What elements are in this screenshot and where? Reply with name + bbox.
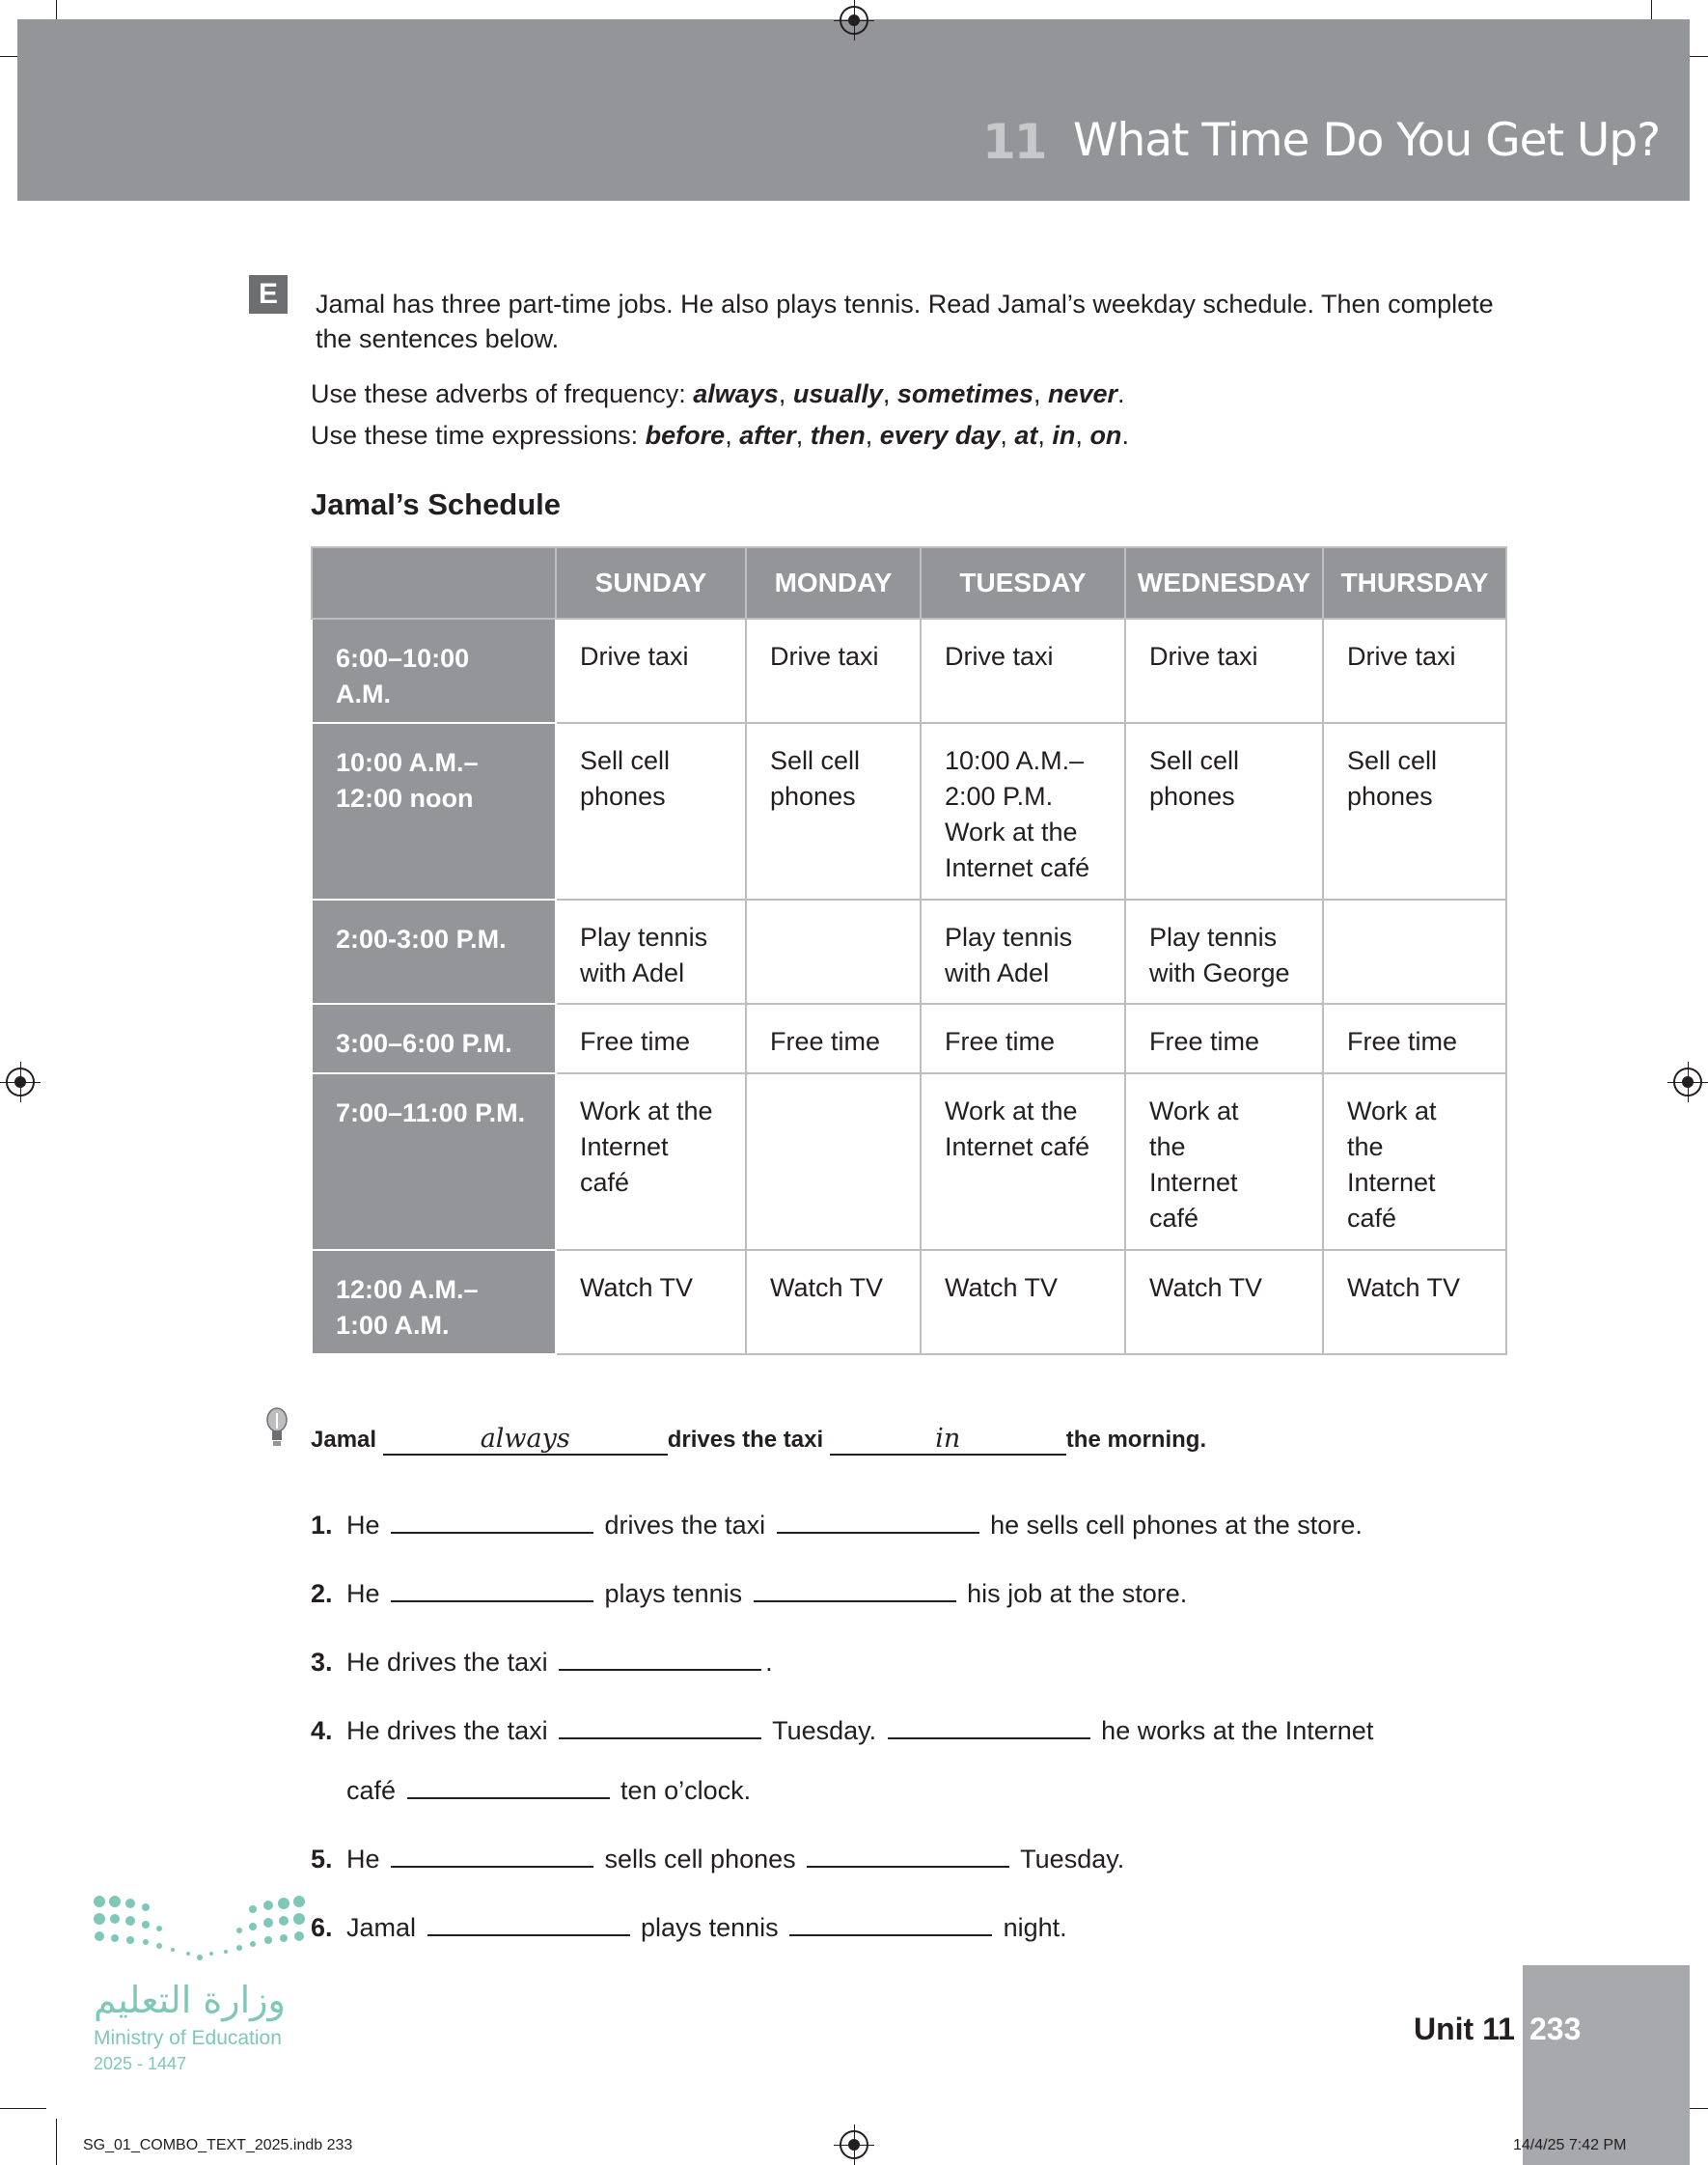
time-slot-line: 1:00 A.M.	[336, 1311, 450, 1340]
sentence-number: 1.	[311, 1511, 333, 1540]
schedule-row	[312, 723, 1506, 900]
activity-line: Internet café	[945, 1132, 1090, 1161]
activity-line: Free time	[580, 1027, 691, 1056]
activity-line: Internet	[1347, 1168, 1436, 1197]
registration-mark-icon	[840, 6, 868, 35]
sentence-text: He	[346, 1579, 388, 1608]
answer-blank[interactable]	[777, 1513, 979, 1534]
activity-line: café	[1149, 1204, 1199, 1233]
page-number: 233	[1529, 2012, 1582, 2046]
day-header: MONDAY	[746, 547, 921, 619]
sentence-text: ten o’clock.	[613, 1776, 752, 1805]
exercise-intro	[316, 287, 1494, 356]
day-header: WEDNESDAY	[1125, 547, 1323, 619]
footer-unit-label: Unit 11	[1414, 2012, 1515, 2046]
time-slot-cell	[312, 619, 556, 723]
activity-line: the	[1149, 1132, 1186, 1161]
activity-line: Work at	[1347, 1096, 1437, 1125]
activity-cell	[556, 723, 746, 900]
activity-line: 10:00 A.M.–	[945, 746, 1085, 775]
time-slot-cell	[312, 900, 556, 1004]
sentence-text: plays tennis	[597, 1579, 750, 1608]
sentence-text: He drives the taxi	[346, 1648, 556, 1677]
activity-line: phones	[1149, 782, 1235, 811]
sentence-text: café	[346, 1776, 403, 1805]
activity-line: Watch TV	[770, 1273, 884, 1302]
exercise-sentence	[311, 1913, 1067, 1943]
crop-mark	[0, 2108, 46, 2109]
activity-line: the	[1347, 1132, 1384, 1161]
lightbulb-icon	[265, 1407, 289, 1450]
activity-line: phones	[1347, 782, 1433, 811]
activity-cell	[921, 900, 1125, 1004]
time-slot-cell	[312, 1250, 556, 1354]
activity-cell	[921, 1250, 1125, 1354]
activity-line: café	[1347, 1204, 1397, 1233]
activity-line: café	[580, 1168, 630, 1197]
activity-line: Free time	[945, 1027, 1056, 1056]
activity-cell	[746, 723, 921, 900]
activity-line: with Adel	[945, 958, 1050, 987]
activity-cell	[746, 1250, 921, 1354]
intro-line: Jamal has three part-time jobs. He also plays tennis. Read Jamal’s weekday schedule. Then complete	[316, 290, 1494, 319]
sentence-text: .	[765, 1648, 773, 1677]
keyword: always	[693, 379, 779, 408]
time-slot-cell	[312, 1073, 556, 1250]
day-header: THURSDAY	[1323, 547, 1506, 619]
answer-blank[interactable]	[427, 1915, 630, 1936]
schedule-row	[312, 1250, 1506, 1354]
exercise-sentence	[311, 1845, 1124, 1874]
activity-line: phones	[580, 782, 666, 811]
sentence-number: 4.	[311, 1716, 333, 1745]
activity-cell	[921, 1004, 1125, 1073]
day-header: TUESDAY	[921, 547, 1125, 619]
activity-cell	[1125, 1250, 1323, 1354]
time-slot-line: 12:00 noon	[336, 784, 474, 813]
exercise-sentence	[311, 1579, 1187, 1609]
activity-line: Sell cell	[580, 746, 671, 775]
time-slot-line: 10:00 A.M.–	[336, 748, 479, 777]
activity-line: Watch TV	[1347, 1273, 1461, 1302]
activity-cell	[1323, 1250, 1506, 1354]
activity-cell	[1323, 900, 1506, 1004]
intro-line: the sentences below.	[316, 324, 560, 353]
ministry-arabic-name: وزارة التعليم	[94, 1979, 286, 2021]
activity-cell	[746, 619, 921, 723]
time-slot-line: 7:00–11:00 P.M.	[336, 1098, 526, 1127]
schedule-row	[312, 1073, 1506, 1250]
activity-cell	[1323, 1004, 1506, 1073]
time-slot-line: 2:00-3:00 P.M.	[336, 925, 507, 954]
sentence-number: 3.	[311, 1648, 333, 1677]
sentence-text: Jamal	[346, 1913, 424, 1942]
activity-cell	[1323, 723, 1506, 900]
activity-line: Internet	[580, 1132, 669, 1161]
answer-blank[interactable]	[407, 1778, 610, 1799]
activity-line: Play tennis	[945, 923, 1073, 952]
keyword: usually	[792, 379, 883, 408]
exercise-letter-badge: E	[249, 275, 288, 314]
keyword: after	[739, 421, 796, 450]
exercise-sentence	[311, 1511, 1363, 1540]
instruction-text: Use these adverbs of frequency:	[311, 379, 694, 408]
activity-line: Play tennis	[580, 923, 708, 952]
day-header: SUNDAY	[556, 547, 746, 619]
answer-blank[interactable]	[391, 1513, 593, 1534]
activity-line: Watch TV	[945, 1273, 1059, 1302]
activity-line: with Adel	[580, 958, 685, 987]
answer-blank[interactable]	[559, 1650, 761, 1671]
ministry-english-name: Ministry of Education	[94, 2027, 282, 2049]
time-expressions-instruction: Use these time expressions: before, after, then, every day, at, in, on.	[311, 421, 1129, 450]
activity-cell	[1125, 1004, 1323, 1073]
activity-cell	[556, 1073, 746, 1250]
activity-cell	[921, 723, 1125, 900]
activity-cell	[746, 900, 921, 1004]
sentence-text: Tuesday.	[765, 1716, 884, 1745]
ministry-logo-dots-icon	[92, 1894, 309, 1981]
example-sentence	[311, 1424, 1206, 1456]
print-slug-date: 14/4/25 7:42 PM	[1513, 2137, 1627, 2153]
schedule-title: Jamal’s Schedule	[311, 487, 562, 521]
activity-line: Drive taxi	[945, 642, 1054, 671]
sentence-text: He	[346, 1845, 388, 1874]
activity-line: Drive taxi	[580, 642, 689, 671]
activity-cell	[556, 619, 746, 723]
time-slot-cell	[312, 1004, 556, 1073]
instruction-text: Use these time expressions:	[311, 421, 646, 450]
activity-line: with George	[1149, 958, 1290, 987]
activity-line: Work at the	[580, 1096, 713, 1125]
answer-blank[interactable]	[391, 1581, 593, 1602]
activity-cell	[556, 1004, 746, 1073]
keyword: then	[810, 421, 866, 450]
activity-line: Work at	[1149, 1096, 1239, 1125]
sentence-text: He drives the taxi	[346, 1716, 556, 1745]
example-answer-blank: in	[830, 1424, 1066, 1456]
registration-mark-icon	[1673, 1068, 1702, 1096]
activity-line: Free time	[1149, 1027, 1260, 1056]
activity-cell	[556, 900, 746, 1004]
activity-line: Drive taxi	[1347, 642, 1456, 671]
sentence-text: He	[346, 1511, 388, 1540]
sentence-number: 2.	[311, 1579, 333, 1608]
example-text: Jamal	[311, 1427, 383, 1453]
activity-line: Play tennis	[1149, 923, 1278, 952]
registration-mark-icon	[840, 2130, 868, 2159]
sentence-text: plays tennis	[633, 1913, 786, 1942]
time-slot-line: A.M.	[336, 680, 391, 708]
crop-mark	[56, 2119, 57, 2165]
print-slug-file: SG_01_COMBO_TEXT_2025.indb 233	[83, 2137, 353, 2153]
activity-line: Work at the	[945, 1096, 1078, 1125]
sentence-text: sells cell phones	[597, 1845, 804, 1874]
activity-cell	[1323, 619, 1506, 723]
time-slot-line: 6:00–10:00	[336, 644, 470, 673]
sentence-text: he sells cell phones at the store.	[982, 1511, 1363, 1540]
activity-line: Internet	[1149, 1168, 1238, 1197]
sentence-text: he works at the Internet	[1093, 1716, 1374, 1745]
schedule-row	[312, 900, 1506, 1004]
answer-blank[interactable]	[559, 1718, 761, 1739]
exercise-sentence	[311, 1776, 751, 1806]
sentence-text: Tuesday.	[1013, 1845, 1125, 1874]
activity-line: Free time	[770, 1027, 881, 1056]
answer-blank[interactable]	[888, 1718, 1090, 1739]
sentence-number: 6.	[311, 1913, 333, 1942]
activity-line: Watch TV	[1149, 1273, 1263, 1302]
example-text: drives the taxi	[667, 1427, 830, 1453]
activity-cell	[1125, 900, 1323, 1004]
activity-cell	[556, 1250, 746, 1354]
schedule-header-row	[312, 547, 1506, 619]
ministry-year: 2025 - 1447	[94, 2054, 187, 2073]
keyword: before	[645, 421, 726, 450]
activity-cell	[921, 619, 1125, 723]
activity-line: Watch TV	[580, 1273, 694, 1302]
registration-mark-icon	[6, 1068, 35, 1096]
header-band	[17, 19, 1690, 201]
example-text: the morning.	[1065, 1427, 1207, 1453]
activity-line: Drive taxi	[770, 642, 879, 671]
activity-line: phones	[770, 782, 856, 811]
keyword: on	[1089, 421, 1122, 450]
activity-line: Sell cell	[1347, 746, 1438, 775]
activity-line: Internet café	[945, 853, 1090, 882]
keyword: at	[1014, 421, 1038, 450]
activity-line: Work at the	[945, 818, 1078, 847]
answer-blank[interactable]	[789, 1915, 992, 1936]
schedule-table	[311, 546, 1507, 1355]
activity-cell	[1125, 723, 1323, 900]
activity-line: Drive taxi	[1149, 642, 1258, 671]
keyword: in	[1052, 421, 1076, 450]
activity-cell	[1323, 1073, 1506, 1250]
time-slot-line: 3:00–6:00 P.M.	[336, 1029, 512, 1058]
example-answer-blank: always	[383, 1424, 668, 1456]
activity-line: Sell cell	[1149, 746, 1240, 775]
time-slot-cell	[312, 723, 556, 900]
activity-line: 2:00 P.M.	[945, 782, 1054, 811]
sentence-number: 5.	[311, 1845, 333, 1874]
time-slot-line: 12:00 A.M.–	[336, 1275, 479, 1304]
activity-line: Sell cell	[770, 746, 861, 775]
activity-cell	[746, 1073, 921, 1250]
unit-number: 11	[982, 114, 1046, 170]
sentence-text: night.	[996, 1913, 1067, 1942]
page-number-box	[1523, 1965, 1690, 2165]
exercise-sentence	[311, 1716, 1373, 1746]
answer-blank[interactable]	[807, 1846, 1009, 1868]
activity-cell	[921, 1073, 1125, 1250]
exercise-sentence	[311, 1648, 773, 1678]
answer-blank[interactable]	[391, 1846, 593, 1868]
activity-cell	[1125, 619, 1323, 723]
answer-blank[interactable]	[754, 1581, 956, 1602]
schedule-corner-cell	[312, 547, 556, 619]
sentence-text: drives the taxi	[597, 1511, 773, 1540]
activity-cell	[1125, 1073, 1323, 1250]
keyword: sometimes	[896, 379, 1033, 408]
sentence-text: his job at the store.	[959, 1579, 1188, 1608]
activity-line: Free time	[1347, 1027, 1458, 1056]
activity-cell	[746, 1004, 921, 1073]
keyword: never	[1047, 379, 1118, 408]
unit-title: What Time Do You Get Up?	[1073, 114, 1661, 167]
adverbs-instruction: Use these adverbs of frequency: always, usually, sometimes, never.	[311, 379, 1125, 408]
schedule-row	[312, 1004, 1506, 1073]
schedule-row	[312, 619, 1506, 723]
keyword: every day	[879, 421, 1001, 450]
